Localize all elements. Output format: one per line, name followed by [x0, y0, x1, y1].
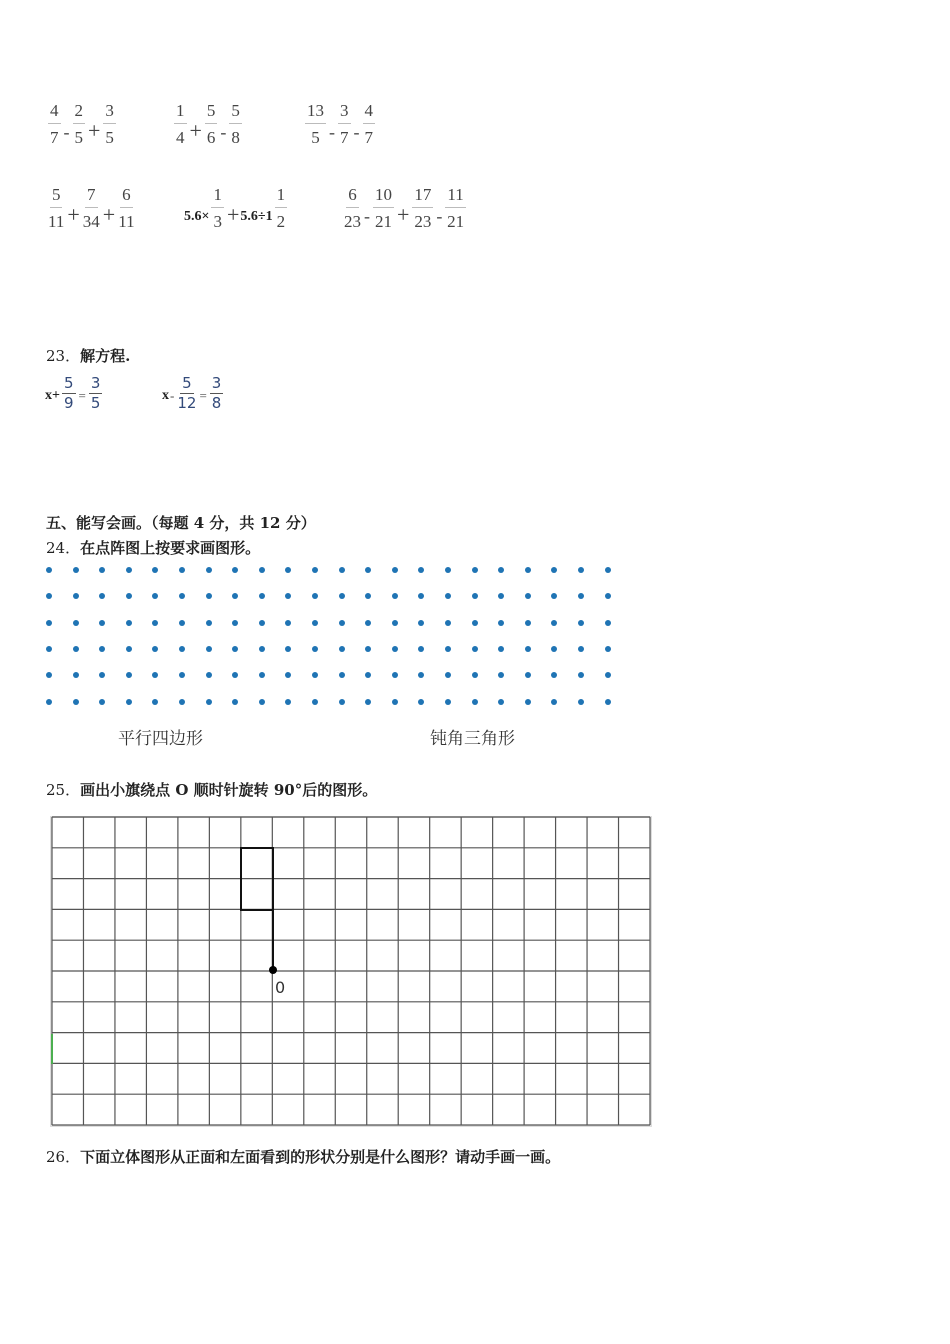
numerator: 5 — [63, 374, 74, 392]
point-o — [269, 966, 277, 974]
numerator: 11 — [445, 186, 465, 208]
denominator: 8 — [231, 128, 240, 147]
numerator: 5 — [229, 102, 242, 124]
numerator: 5 — [50, 186, 63, 208]
numerator: 4 — [48, 102, 61, 124]
denominator: 7 — [50, 128, 59, 147]
operator: + — [397, 202, 410, 227]
denominator: 5 — [105, 128, 114, 147]
operator: + — [226, 202, 240, 227]
question-number: 25． — [46, 781, 81, 799]
operator: - — [63, 121, 70, 142]
flag — [241, 848, 277, 974]
numerator: 5 — [182, 374, 192, 392]
denominator: 7 — [340, 128, 349, 147]
parallelogram-label: 平行四边形 — [118, 729, 203, 749]
denominator: 4 — [176, 128, 185, 147]
question-number: 24． — [46, 539, 81, 557]
point-o-label: 0 — [275, 978, 286, 997]
numerator: 5 — [205, 102, 218, 124]
operator: - — [170, 387, 175, 403]
expression-text: x — [162, 387, 169, 403]
numerator: 4 — [363, 102, 376, 124]
operator: - — [329, 121, 335, 142]
numerator: 3 — [90, 374, 101, 392]
denominator: 9 — [63, 394, 74, 412]
denominator: 8 — [211, 394, 222, 412]
operator: - — [436, 205, 443, 226]
question-26 — [46, 1146, 560, 1167]
denominator: 5 — [90, 394, 101, 412]
numerator: 7 — [85, 186, 98, 208]
operator: - — [364, 205, 370, 226]
numerator: 1 — [275, 186, 288, 208]
denominator: 2 — [276, 212, 286, 231]
numerator: 17 — [412, 186, 433, 208]
denominator: 12 — [177, 394, 197, 412]
denominator: 5 — [74, 128, 83, 147]
denominator: 7 — [364, 128, 373, 147]
numerator: 1 — [174, 102, 187, 124]
denominator: 23 — [414, 212, 432, 231]
numerator: 3 — [211, 374, 222, 392]
operator: + — [88, 118, 101, 143]
question-title: 下面立体图形从正面和左面看到的形状分别是什么图形？请动手画一画。 — [80, 1148, 561, 1166]
denominator: 5 — [311, 128, 320, 147]
numerator: 3 — [103, 102, 116, 124]
question-title: 在点阵图上按要求画图形。 — [80, 539, 261, 557]
numerator: 3 — [338, 102, 351, 124]
question-number: 26． — [46, 1148, 81, 1166]
question-number: 23． — [46, 347, 81, 365]
expression-text: 5.6÷1 — [240, 209, 273, 224]
denominator: 21 — [375, 212, 392, 231]
numerator: 6 — [120, 186, 133, 208]
denominator: 3 — [213, 212, 222, 231]
denominator: 34 — [82, 212, 100, 231]
question-title: 解方程. — [80, 347, 131, 365]
numerator: 6 — [346, 186, 359, 208]
numerator: 10 — [373, 186, 394, 208]
denominator: 21 — [447, 212, 465, 231]
numerator: 1 — [211, 186, 224, 208]
section-5-title: 五、能写会画。（每题 4 分，共 12 分） — [46, 514, 316, 532]
numerator: 2 — [73, 102, 86, 124]
operator: + — [102, 202, 116, 227]
operator: - — [353, 121, 360, 142]
denominator: 23 — [344, 212, 361, 231]
obtuse-triangle-label: 钝角三角形 — [430, 729, 515, 749]
operator: = — [78, 387, 86, 403]
denominator: 11 — [118, 212, 135, 231]
operator: + — [189, 118, 202, 143]
expression-text: 5.6× — [184, 209, 210, 224]
denominator: 6 — [206, 128, 216, 147]
operator: = — [199, 387, 207, 403]
operator: + — [67, 202, 80, 227]
operator: - — [220, 121, 227, 142]
denominator: 11 — [48, 212, 65, 231]
numerator: 13 — [305, 102, 326, 124]
question-title: 画出小旗绕点 O 顺时针旋转 90°后的图形。 — [80, 781, 378, 799]
expression-text: x+ — [45, 387, 60, 403]
